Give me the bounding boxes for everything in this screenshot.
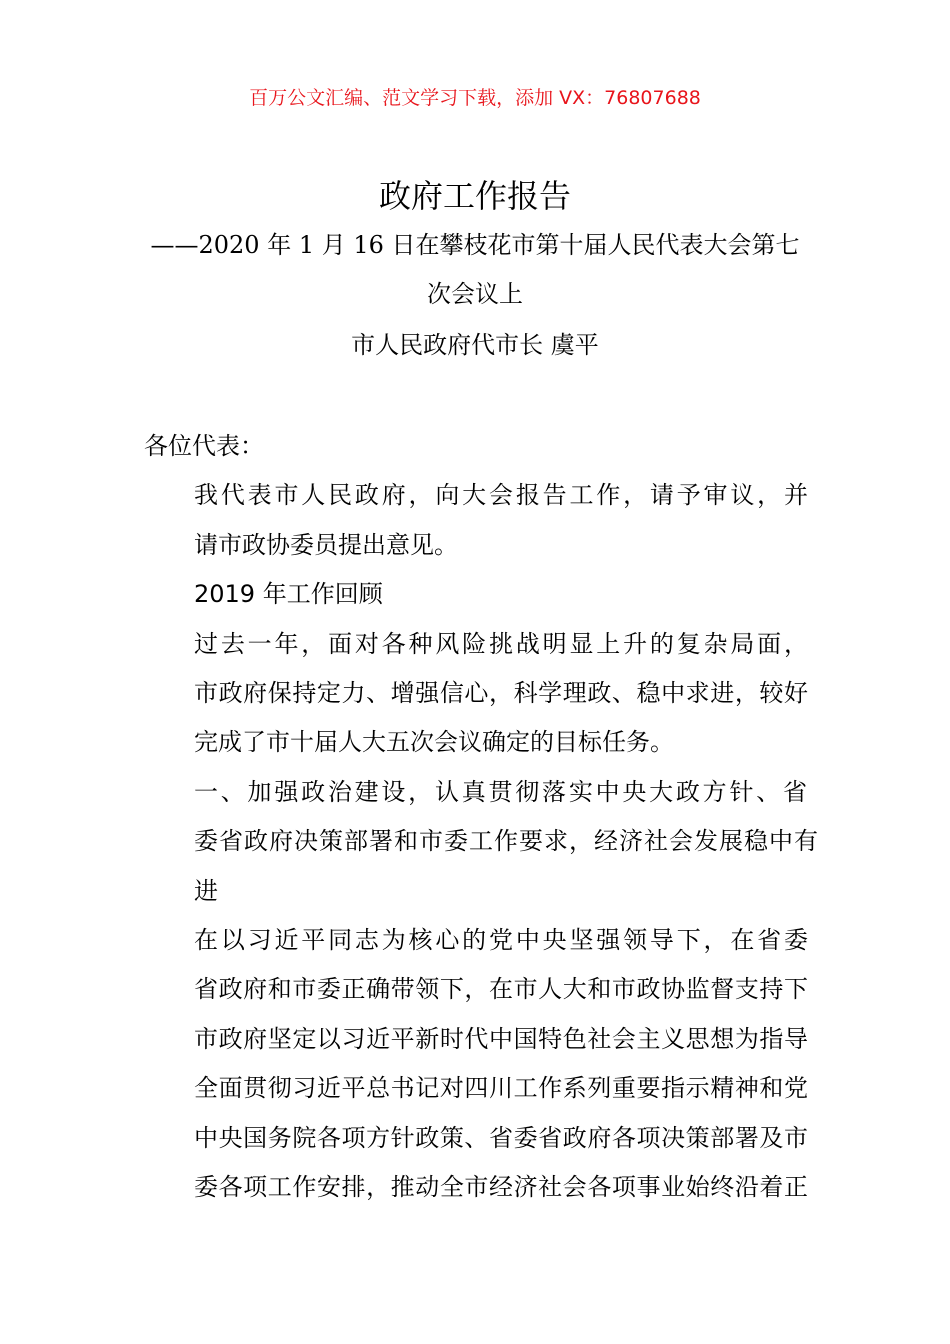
paragraph-leadership [144,916,808,1212]
text-line: 全面贯彻习近平总书记对四川工作系列重要指示精神和党 [194,1074,808,1103]
subtitle-line-2: 次会议上 [427,280,523,308]
watermark-banner: 百万公文汇编、范文学习下载，添加 VX：76807688 [249,87,701,109]
text-line: 请市政协委员提出意见。 [194,530,458,559]
text-line: 市政府坚定以习近平新时代中国特色社会主义思想为指导 [194,1024,808,1053]
text-line: 市政府保持定力、增强信心，科学理政、稳中求进，较好 [194,679,808,708]
paragraph-opening [144,471,808,570]
text-line: 委省政府决策部署和市委工作要求，经济社会发展稳中有 [194,827,819,856]
text-line: 一、加强政治建设，认真贯彻落实中央大政方针、省 [194,777,808,806]
author-line: 市人民政府代市长 虞平 [351,331,599,359]
salutation [144,422,808,471]
text-line: 完成了市十届人大五次会议确定的目标任务。 [194,728,674,757]
text-line: 过去一年，面对各种风险挑战明显上升的复杂局面， [194,629,808,658]
text-line: 省政府和市委正确带领下，在市人大和市政协监督支持下 [194,975,808,1004]
section-one-heading [144,768,819,916]
text-line: 委各项工作安排，推动全市经济社会各项事业始终沿着正 [194,1173,808,1202]
text-line: 在以习近平同志为核心的党中央坚强领导下，在省委 [194,926,808,955]
text-line: 2019 年工作回顾 [194,580,383,609]
text-line: 中央国务院各项方针政策、省委省政府各项决策部署及市 [194,1123,808,1152]
text-line: 我代表市人民政府，向大会报告工作，请予审议，并 [194,481,808,510]
text-line: 进 [194,876,219,905]
subtitle-line-1: ——2020 年 1 月 16 日在攀枝花市第十届人民代表大会第七 [150,231,800,259]
document-body [144,422,819,1213]
text-line: 各位代表： [144,432,264,460]
review-heading [144,570,808,619]
paragraph-review [144,620,808,768]
document-title: 政府工作报告 [378,177,571,215]
